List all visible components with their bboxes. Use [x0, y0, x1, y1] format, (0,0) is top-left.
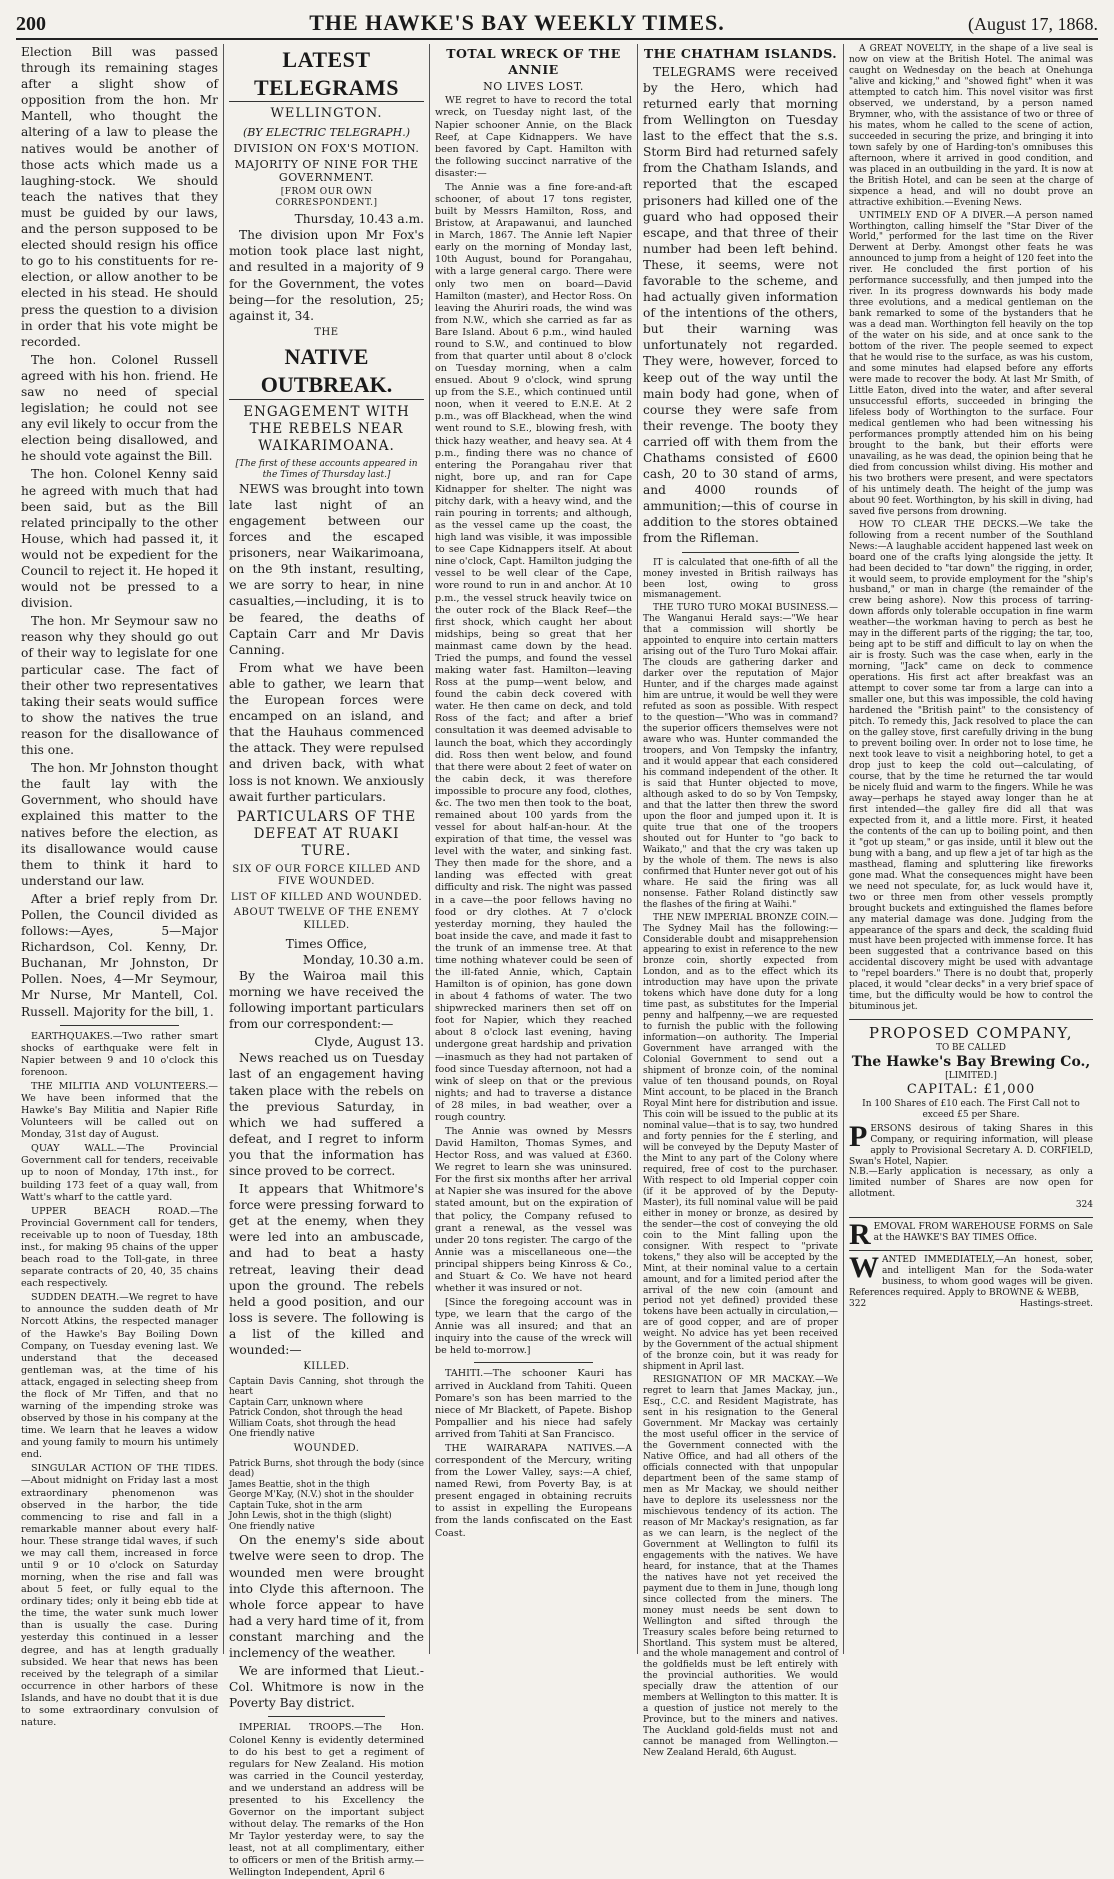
ad-number: 322 [849, 1299, 867, 1310]
page-number: 200 [16, 13, 46, 35]
subheadline: LIST OF KILLED AND WOUNDED. [230, 891, 423, 903]
news-item: SUDDEN DEATH.—We regret to have to announce the sudden death of Mr Norcott Atkins, the respected manager of the Hawke's Bay Boiling Down Company, on Tuesday evening last. We understand that the deceased gentleman was, at the time of his attack, engaged in selecting sheep from the flock of Mr Tiffen, and that no warning of the impending stroke was observed by those in his company at the time. We learn that he leaves a widow and young family to mourn his untimely end. [21, 1292, 218, 1461]
subheadline: SIX OF OUR FORCE KILLED AND FIVE WOUNDED. [232, 863, 421, 888]
subheadline: NO LIVES LOST. [483, 79, 584, 93]
article-paragraph: By the Wairoa mail this morning we have received the following important particulars from our correspondent:— [229, 968, 424, 1032]
column-4 [638, 44, 844, 1759]
ad-body: PERSONS desirous of taking Shares in this Company, or requiring information, will please apply to Provisional Secretary A. D. CORFIELD, Swan's Hotel, Napier. [849, 1119, 1093, 1167]
list-item: William Coats, shot through the head [229, 1418, 396, 1429]
article-paragraph: On the enemy's side about twelve were seen to drop. The wounded men were brought into Clyde this afternoon. The whole force appear to have had a very hard time of it, from constant marching and the inclemency of the weather. [229, 1533, 424, 1661]
newspaper-title: THE HAWKE'S BAY WEEKLY TIMES. [309, 10, 725, 35]
headline: LATEST TELEGRAMS [229, 46, 424, 102]
subheadline: ABOUT TWELVE OF THE ENEMY KILLED. [233, 907, 420, 932]
news-item: THE TURO TURO MOKAI BUSINESS.—The Wanganui Herald says:—"We hear that a commission will shortly be appointed to enquire into certain matters arising out of the Turo Turo Mokai affair. The clouds are gathering darker and darker over the reputation of Major Hunter, and if the charges made against him are untrue, it would be well they were refuted as soon as possible. With respect to the question—"Who was in command? the superior officers themselves were not aware who was. Hunter commanded the troopers, and Von Tempsky the infantry, and it would appear that each considered his command independent of the other. It is said that Hunter objected to move, although asked to do so by Von Tempsky, and that the latter then threw the sword upon the floor and jumped upon it. It is quite true that one of the troopers shouted out for Hunter to "go back to Waikato," and that the cry was taken up by the whole of them. The news is also confirmed that Hunter never got out of his whare. He said the firing was all nonsense. Father Roland distinctly saw the flashes of the firing at Waihi." [643, 603, 838, 910]
article-paragraph: The hon. Colonel Russell agreed with his hon. friend. He saw no need of special legislation; he could not see any evil likely to occur from the election being disallowed, and he should vote against the Bill. [21, 352, 218, 464]
list-heading: KILLED. [303, 1361, 350, 1373]
issue-date: (August 17, 1868. [968, 14, 1098, 34]
article-paragraph: TELEGRAMS were received by the Hero, which had returned early that morning from Wellington on Tuesday last to the effect that the s.s. Storm Bird had returned safely from the Chatham Islands, and reported that the escaped prisoners had killed one of the guard who had opposed their escape, and that three of their number had been left behind. These, it seems, were not favorable to the scheme, and had actually given information of the intentions of the others, but their warning was unfortunately not regarded. They were, however, forced to keep out of the way until the main body had gone, when of course they were safe from their revenge. The booty they carried off with them from the Chathams consisted of £600 cash, 20 to 30 stand of arms, and 4000 rounds of ammunition;—this of course in addition to the stores obtained from the Rifleman. [643, 64, 838, 546]
headline: TOTAL WRECK OF THE ANNIE [446, 46, 621, 77]
ad-title: The Hawke's Bay Brewing Co., [851, 1053, 1091, 1070]
casualty-list [229, 1459, 424, 1533]
article-paragraph: It appears that Whitmore's force were pressing forward to get at the enemy, when they were led into an ambuscade, and had to beat a hasty retreat, leaving their dead upon the ground. The rebels held a good position, and our loss is severe. The following is a list of the killed and wounded:— [229, 1182, 424, 1357]
news-item: HOW TO CLEAR THE DECKS.—We take the following from a recent number of the Southland News:—A laughable accident happened last week on board one of the crafts lying alongside the jetty. It had been decided to "tar down" the rigging, in order, it would seem, to provide employment for the "ship's husband," or man in charge (the remainder of the crew being ashore). Now this process of tarring-down affords only tolerable occupation in fine warm weather—the workman having to perch as best he may in the different parts of the rigging; the tar, too, being apt to be stiff and difficult to lay on when the air is frosty. Such was the case when, early in the morning, "Jack" came on deck to commence operations. His first act after breakfast was an attempt to cover some tar from a large can into a smaller one, but this was impossible, the cold having hardened the "British paint" to the consistency of pitch. To remedy this, Jack resolved to place the can on the galley stove, first carefully driving in the bung to prevent boiling over. In order not to lose time, he next took leave to visit a neighboring hotel, to get a drop just to keep the cold out—calculating, of course, that by the time he returned the tar would be nicely fluid and warm to the fingers. While he was away—perhaps he stayed away longer than he at first intended—the galley fire did all that was expected from it, and a little more. First, it heated the contents of the can up to boiling point, and then it "got up steam," or gas inside, until it blew out the bung with a bang, and up flew a jet of tar high as the masthead, flaming and spluttering like fireworks gone mad. What the consequences might have been we need not speculate, for, as luck would have it, two or three men from other vessels promptly brought buckets and extinguished the flames before any material damage was done. Judging from the appearance of the spars and deck, the scalding fluid must have been projected with immense force. It has been suggested that a contrivance based on this accidental discovery might be used with advantage to "repel boarders." There is no doubt that, properly placed, it would "clear decks" in a very brief space of time, but the difficulty would be how to control the bituminous jet. [849, 519, 1093, 1013]
byline: [FROM OUR OWN CORRESPONDENT.] [275, 187, 378, 209]
ad-capital: CAPITAL: £1,000 [906, 1082, 1036, 1098]
article-paragraph: From what we have been able to gather, we learn that the European forces were encamped on an island, and that the Hauhaus commenced the attack. They were repulsed and driven back, with what loss is not known. We anxiously await further particulars. [229, 660, 424, 804]
news-item: IMPERIAL TROOPS.—The Hon. Colonel Kenny is evidently determined to do his best to get a regiment of regulars for New Zealand. His motion was carried in the Council yesterday, and we understand an address will be presented to his Excellency the Governor on the important subject without delay. The remarks of the Hon Mr Taylor yesterday were, to say the least, not at all complimentary, either to officers or men of the British army.—Wellington Independent, April 6 [229, 1722, 424, 1879]
ad-number: 324 [1075, 1200, 1093, 1211]
subheadline: DIVISION ON FOX'S MOTION. [233, 141, 420, 155]
article-paragraph: NEWS was brought into town late last night of an engagement between our forces and the escaped prisoners, near Waikarimoana, on the 9th instant, resulting, we are sorry to hear, in nine casualties,—including, it is to be feared, the deaths of Captain Carr and Mr Davis Canning. [229, 481, 424, 657]
ad-address: Hastings-street. [1019, 1299, 1093, 1310]
byline: (BY ELECTRIC TELEGRAPH.) [242, 125, 411, 139]
list-item: George M'Kay, (N.V.) shot in the shoulder [229, 1490, 414, 1501]
headline: NATIVE OUTBREAK. [229, 343, 424, 399]
drop-cap: P [849, 1119, 868, 1153]
list-heading: WOUNDED. [293, 1442, 360, 1454]
drop-cap: W [849, 1251, 879, 1285]
article-paragraph: The Annie was owned by Messrs David Hamilton, Thomas Symes, and Hector Ross, and was valued at £360. We regret to learn she was uninsured. For the first six months after her arrival at Napier she was insured for the above stated amount, but on the expiration of that policy, the Company refused to grant a renewal, as the vessel was under 20 tons register. The cargo of the Annie was a miscellaneous one—the principal shippers being Kinross & Co., and Stuart & Co. We have not heard whether it was insured or not. [435, 1126, 632, 1295]
article-paragraph: After a brief reply from Dr. Pollen, the Council divided as follows:—Ayes, 5—Major Richardson, Col. Kenny, Dr. Buchanan, Mr Johnston, Dr Pollen. Noes, 4—Mr Seymour, Mr Nurse, Mr Mantell, Col. Russell. Majority for the bill, 1. [21, 891, 218, 1019]
news-item: A GREAT NOVELTY, in the shape of a live seal is now on view at the British Hotel. The animal was caught on Wednesday on the beach at Onehunga "alive and kicking," and "showed fight" when it was attempted to catch him. This novel visitor was first observed, we understand, by a person named Brymner, who, with the assistance of two or three of his mates, whom he called to the scene of action, succeeded in securing the prize, and bringing it into town safely by one of Harding-ton's omnibuses this afternoon, where it arrived in good condition, and was placed in an outbuilding in the yard. It is now at the British Hotel, and can be seen at the charge of sixpence a head, and will no doubt prove an attractive exhibition.—Evening News. [849, 44, 1093, 208]
column-3 [430, 44, 638, 1654]
headline: THE CHATHAM ISLANDS. [643, 46, 838, 61]
ad-subheading: TO BE CALLED [936, 1043, 1006, 1054]
news-item: UNTIMELY END OF A DIVER.—A person named Worthington, calling himself the "Star Diver of the World," performed for the last time on the River Derwent at Derby. Amongst other feats he was announced to jump from a height of 120 feet into the river. He concluded the first portion of his performance successfully, and then jumped into the river. In its progress downwards his body made three evolutions, and a medical gentleman on the bank remarked to some of the bystanders that he was a dead man. Worthington fell heavily on the top of the water on his side, and at once sank to the bottom of the river. The people seemed to expect that he would rise to the surface, as was his custom, and some minutes had elapsed before any efforts were made to recover the body. At last Mr Smith, of Little Eaton, dived into the water, and after several unsuccessful efforts, succeeded in bringing the lifeless body of Worthington to the surface. Four medical gentlemen who had been witnessing his performances promptly attended him on his being brought to the bank, but their efforts were unavailing, as he was dead, the opinion being that he died from concussion whilst diving. His mother and his two brothers were present, and were spectators of his untimely death. The height of the jump was about 90 feet. Worthington, by his skill in diving, had saved five persons from drowning. [849, 210, 1093, 517]
dateline: Clyde, August 13. [314, 1035, 424, 1050]
editor-note: [The first of these accounts appeared in the Times of Thursday last.] [235, 458, 418, 480]
list-item: John Lewis, shot in the thigh (slight) [229, 1511, 392, 1522]
advertisement-wanted: WANTED IMMEDIATELY,—An honest, sober, and intelligent Man for the Soda-water business, to whom good wages will be given. References required. Apply to BROWNE & WEBB, 322 Hastings-street. [849, 1251, 1093, 1310]
dateline: WELLINGTON. [270, 106, 383, 122]
article-paragraph: [Since the foregoing account was in type, we learn that the cargo of the Annie was all insured; and that an inquiry into the cause of the wreck will be held to-morrow.] [435, 1297, 632, 1357]
casualty-list [229, 1377, 424, 1440]
subheadline: THE [314, 326, 339, 338]
newspaper-page [16, 10, 1098, 1879]
advertisement-brewing-company [849, 1019, 1093, 1211]
article-paragraph: The division upon Mr Fox's motion took place last night, and resulted in a majority of 9 for the Government, the votes being—for the resolution, 25; against it, 34. [229, 228, 424, 323]
ad-heading: PROPOSED COMPANY, [868, 1024, 1074, 1043]
news-item: THE WAIRARAPA NATIVES.—A correspondent of the Mercury, writing from the Lower Valley, says:—A chief, named Rewi, from Poverty Bay, is at present engaged in obtaining recruits to assist in expelling the Europeans from the lands confiscated on the East Coast. [435, 1442, 632, 1539]
list-item: Captain Davis Canning, shot through the heart [229, 1376, 424, 1398]
column-5 [844, 44, 1098, 1654]
list-item: Patrick Condon, shot through the head [229, 1408, 403, 1419]
ad-subheading: [LIMITED.] [945, 1071, 997, 1082]
article-paragraph: The hon. Mr Seymour saw no reason why they should go out of their way to legislate for one particular case. The fact of their other two representatives taking their seats would suffice to show the natives the true reason for the disallowance of this one. [21, 614, 218, 758]
list-item: Patrick Burns, shot through the body (since dead) [229, 1458, 424, 1480]
article-paragraph: The hon. Mr Johnston thought the fault lay with the Government, who should have explained this matter to the natives before the election, as its disallowance would cause them to think it hard to understand our law. [21, 761, 218, 888]
divider [60, 1025, 178, 1026]
list-item: James Beattie, shot in the thigh [229, 1479, 370, 1490]
timestamp: Monday, 10.30 a.m. [302, 952, 424, 967]
advertisement-removal-forms: REMOVAL FROM WAREHOUSE FORMS on Sale at the HAWKE'S BAY TIMES Office. [849, 1218, 1093, 1252]
divider [682, 552, 799, 553]
article-paragraph: The hon. Colonel Kenny said he agreed with much that had been said, but as the Bill related principally to the other House, which had passed it, it would not be expedient for the Council to reject it. He hoped it would not be pressed to a division. [21, 467, 218, 611]
masthead [16, 10, 1098, 40]
news-item: EARTHQUAKES.—Two rather smart shocks of earthquake were felt in Napier between 9 and 10 o'clock this forenoon. [21, 1030, 218, 1078]
news-item: IT is calculated that one-fifth of all the money invested in British railways has been lost, owing to gross mismanagement. [643, 557, 838, 601]
list-item: One friendly native [229, 1429, 315, 1440]
drop-cap: R [849, 1218, 871, 1252]
column-1 [16, 44, 224, 1728]
news-item: RESIGNATION OF MR MACKAY.—We regret to learn that James Mackay, jun., Esq., C.C. and Resident Magistrate, has sent in his resignation to the General Government. Mr Mackay was certainly the most useful officer in the service of the Government connected with the Native Office, and had all others of the officials connected with that unpopular department been of the same stamp of men as Mr Mackay, we should neither have to deplore its uselessness nor the mischievous tendency of its action. The reason of Mr Mackay's resignation, as far as we can learn, is the neglect of the Government at Wellington to fulfil its engagements with the natives. We have heard, for instance, that at the Thames the natives have not yet received the payment due to them in June, though long since collected from the miners. The money must needs be sent down to Wellington and sifted through the Treasury scales before being returned to Shortland. This system must be altered, and the whole management and control of the goldfields must be left entirely with the provincial authorities. We would specially draw the attention of our members at Wellington to this matter. It is a question of justice not merely to the Province, but to the miners and natives. The Auckland gold-fields must not and cannot be managed from Wellington.—New Zealand Herald, 6th August. [643, 1375, 838, 1759]
article-paragraph: We are informed that Lieut.-Col. Whitmore is now in the Poverty Bay district. [229, 1664, 424, 1711]
news-item: TAHITI.—The schooner Kauri has arrived in Auckland from Tahiti. Queen Pomare's son has been married to the niece of Mr Blackett, of Papete. Bishop Pompallier and his niece had safely arrived from Tahiti at San Francisco. [435, 1368, 632, 1440]
ad-note: N.B.—Early application is necessary, as only a limited number of Shares are now open for allotment. [849, 1167, 1093, 1200]
list-item: Captain Tuke, shot in the arm [229, 1500, 363, 1511]
news-item: SINGULAR ACTION OF THE TIDES.—About midnight on Friday last a most extraordinary phenomenon was observed in the harbor, the tide commencing to rise and fall in a remarkable manner about every half-hour. These strange tidal waves, if such we may call them, increased in force until 9 or 10 o'clock on Saturday morning, when the rise and fall was about 5 feet, or fully equal to the ordinary tides; only it being ebb tide at the time, the water sunk much lower than is usually the case. During yesterday this continued in a lesser degree, and has at length gradually subsided. We hear that news has been received by the telegraph of a similar occurrence in other harbors of these Islands, and have no doubt that it is due to some extraordinary convulsion of nature. [21, 1463, 218, 1728]
news-item: UPPER BEACH ROAD.—The Provincial Government call for tenders, receivable up to noon of Tuesday, 18th inst., for making 95 chains of the upper beach road to the Toll-gate, in three separate contracts of 20, 40, 35 chains each respectively. [21, 1205, 218, 1290]
article-paragraph: Election Bill was passed through its remaining stages after a slight show of opposition from the hon. Mr Mantell, who thought the altering of a law to please the natives would be another of those acts which made us a laughing-stock. We should teach the natives that they must be guided by our laws, and the person supposed to be elected should resign his office to go to his constituents for re-election, or allow another to be elected in his stead. He should press the question to a division in order that his vote might be recorded. [21, 45, 218, 349]
divider [474, 1362, 592, 1363]
news-item: THE MILITIA AND VOLUNTEERS.—We have been informed that the Hawke's Bay Militia and Napier Rifle Volunteers will be called out on Monday, 31st day of August. [21, 1080, 218, 1141]
subheadline: MAJORITY OF NINE FOR THE GOVERNMENT. [234, 157, 419, 185]
dateline: Times Office, [285, 936, 368, 951]
news-item: QUAY WALL.—The Provincial Government call for tenders, receivable up to noon of Monday, 17th inst., for building 173 feet of a quay wall, from Watt's wharf to the cattle yard. [21, 1143, 218, 1203]
article-paragraph: WE regret to have to record the total wreck, on Tuesday night last, of the Napier schooner Annie, on the Black Reef, at Cape Kidnappers. We have been favored by Capt. Hamilton with the following succinct narrative of the disaster:— [435, 95, 632, 179]
list-item: Captain Carr, unknown where [229, 1397, 364, 1408]
news-item: THE NEW IMPERIAL BRONZE COIN.—The Sydney Mail has the following:—Considerable doubt and misapprehension appearing to exist in reference to the new bronze coin, shortly expected from London, and as to the effect which its introduction may have upon the private tokens which have done duty for a long time past, as substitutes for the Imperial penny and halfpenny,—we are requested to furnish the public with the following information—on authority. The Imperial Government have arranged with the Colonial Government to send out a shipment of bronze coin, of the nominal value of ten thousand pounds, on Royal Mint account, to be placed in the Branch Royal Mint here for distribution and issue. This coin will be issued to the public at its nominal value—that is to say, two hundred and forty pennies for the £ sterling, and will be conveyed by the Deputy Master of the Mint to any part of the Colony where required, free of cost to the purchaser. With respect to old Imperial copper coin (if it be approved of by the Deputy-Master), its full nominal value will be paid either in money or bronze, as desired by the sender—the cost of conveying the old coin to the Mint falling upon the consigner. With respect to "private tokens," they also will be accepted by the Mint, at their nominal value to a certain amount, and for a limited period after the arrival of the new coin (amount and period not yet defined) provided these tokens have been actually in circulation,—are of good copper, and are of proper weight. No advice has yet been received by the Government of the actual shipment of the bronze coin, but it was ready for shipment in April last. [643, 912, 838, 1373]
column-2 [224, 44, 430, 1879]
list-item: One friendly native [229, 1521, 315, 1532]
article-paragraph: News reached us on Tuesday last of an engagement having taken place with the rebels on the previous Saturday, in which we had suffered a defeat, and I regret to inform you that the information has since proved to be correct. [229, 1051, 424, 1178]
timestamp: Thursday, 10.43 a.m. [294, 212, 424, 227]
article-paragraph: The Annie was a fine fore-and-aft schooner, of about 17 tons register, built by Messrs Hamilton, Ross, and Bristow, at Arapawanui, and launched in March, 1867. The Annie left Napier early on the morning of Monday last, 10th August, bound for Porangahau, with a large general cargo. There were only two men on board—David Hamilton (master), and Hector Ross. On leaving the Ahuriri roads, the wind was from N.W., which she carried as far as Bare Island. About 6 p.m., wind hauled round to S.W., and continued to blow from that quarter until about 8 o'clock on Tuesday morning, when a calm ensued. About 9 o'clock, wind sprung up from the S.E., which continued until noon, when it veered to E.N.E. At 2 p.m., was off Blackhead, when the wind went round to S.E., blowing fresh, with thick hazy weather, and heavy sea. At 4 p.m., finding there was no chance of entering the Porangahau river that night, bore up, and ran for Cape Kidnapper for shelter. The night was pitchy dark, with a heavy wind, and the rain pouring in torrents; and although, as the vessel came up the coast, the high land was visible, it was impossible to see Cape Kidnappers itself. At about nine o'clock, Capt. Hamilton judging the vessel to be well clear of the Cape, wore round to run in and anchor. At 10 p.m., the vessel struck heavily twice on the outer rock of the Black Reef—the first shock, which caught her about midships, being so great that her mainmast came down by the head. Tried the pumps, and found the vessel making water fast. Hamilton—leaving Ross at the pump—went below, and found the cabin deck covered with water. He then came on deck, and told Ross of the fact; and after a brief consultation it was deemed advisable to launch the boat, which they accordingly did. Ross then went below, and found that there were about 2 feet of water on the cabin deck, it was therefore impossible to procure any food, clothes, &c. The two men then took to the boat, remained about 100 yards from the vessel for about half-an-hour. At the expiration of that time, the vessel was level with the water, and sinking fast. They then made for the shore, and a landing was effected with great difficulty and risk. The night was passed in a cave—the poor fellows having no food or dry clothes. At 7 o'clock yesterday morning, they hauled the boat inside the cave, and made it fast to the trunk of an immense tree. At that time nothing whatever could be seen of the ill-fated Annie, which, Captain Hamilton is of opinion, has gone down in about 4 fathoms of water. The two shipwrecked mariners then set off on foot for Napier, which they reached about 8 o'clock last evening, having undergone great hardship and privation—inasmuch as they had not partaken of food since Tuesday afternoon, not had a wink of sleep on that or the previous nights; and had to traverse a distance of 28 miles, in bad weather, over a rough country. [435, 181, 632, 1123]
ad-shares: In 100 Shares of £10 each. The First Call not to exceed £5 per Share. [862, 1098, 1080, 1120]
divider [268, 1716, 385, 1717]
subheadline: PARTICULARS OF THE DEFEAT AT RUAKI TURE. [236, 808, 417, 859]
subheadline: ENGAGEMENT WITH THE REBELS NEAR WAIKARIMOANA. [243, 403, 410, 454]
